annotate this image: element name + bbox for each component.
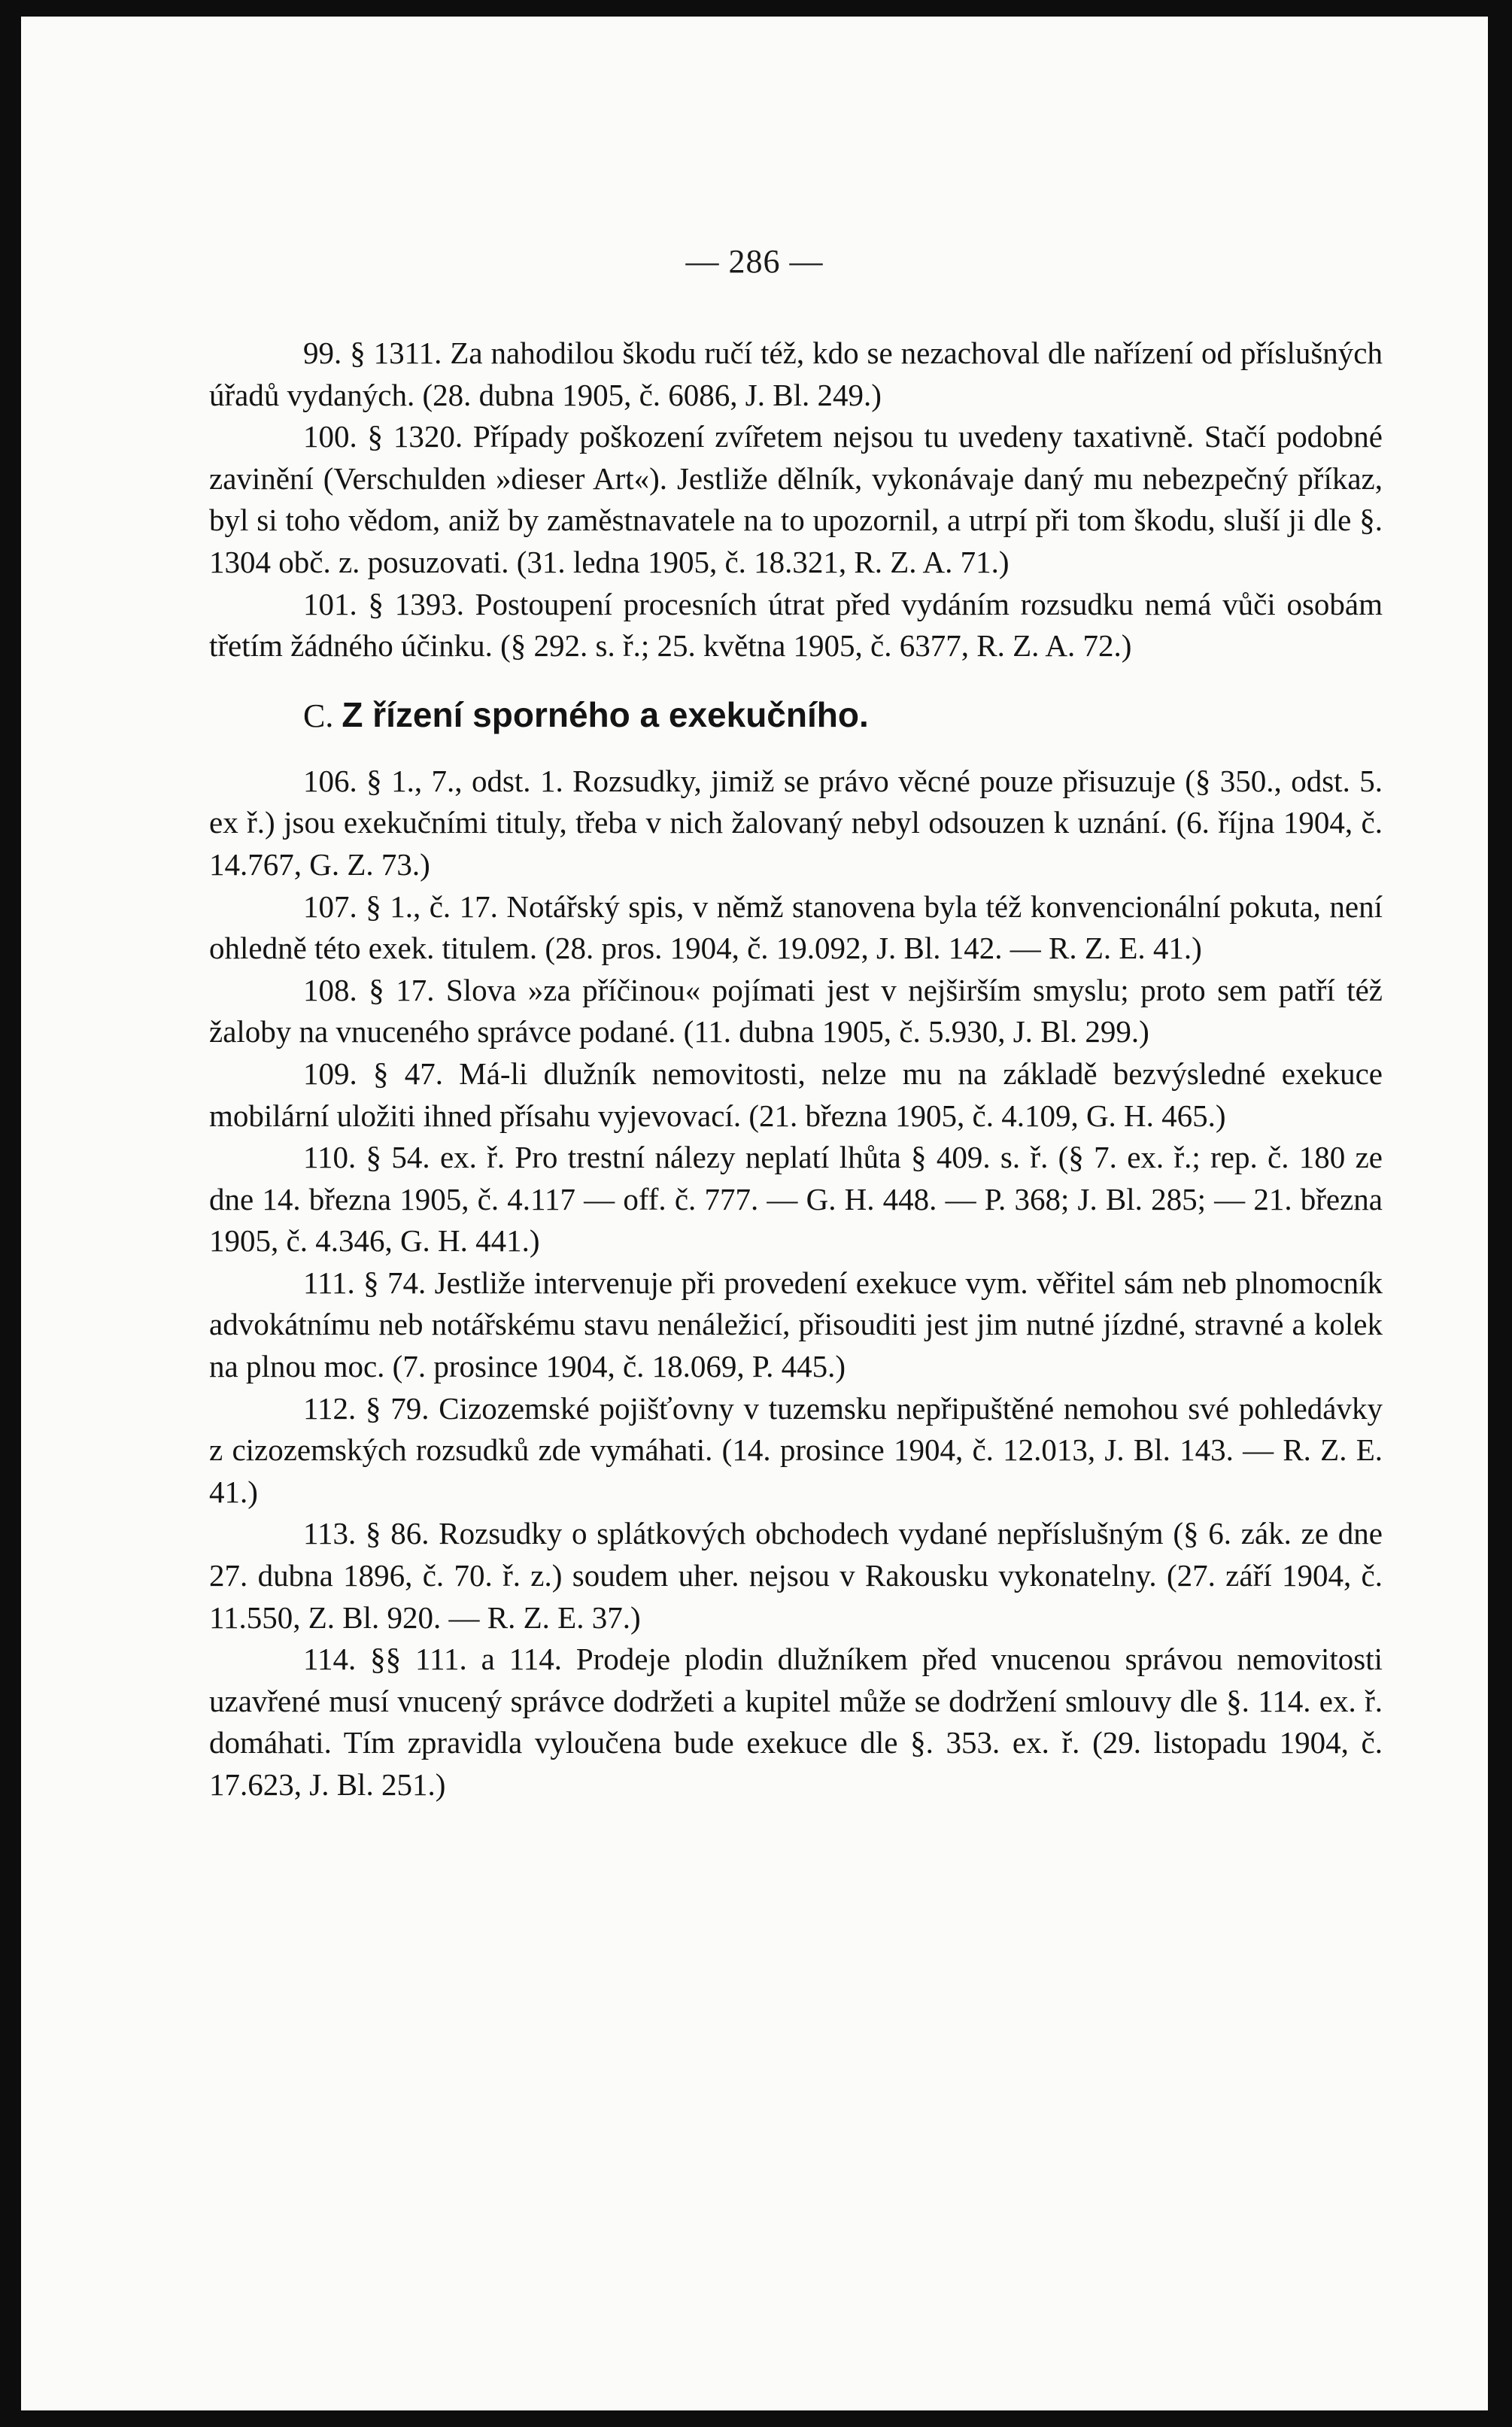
- paragraph-108: 108. § 17. Slova »za příčinou« pojímati jest v nejširším smyslu; proto sem patří též žaloby na vnuceného správce podané. (11. dubna 1905, č. 5.930, J. Bl. 299.): [209, 972, 1383, 1049]
- paragraph-113: 113. § 86. Rozsudky o splátkových obchodech vydané nepříslušným (§ 6. zák. ze dne 27. dubna 1896, č. 70. ř. z.) soudem uher. nejsou v Rakousku vykonatelny. (27. září 1904, č. 11.550, Z. Bl. 920. — R. Z. E. 37.): [209, 1516, 1383, 1635]
- section-letter: C.: [303, 697, 334, 734]
- paragraph-114: 114. §§ 111. a 114. Prodeje plodin dlužníkem před vnucenou správou nemovitosti uzavřené musí vnucený správce dodržeti a kupitel může se dodržení smlouvy dle §. 114. ex. ř. domáhati. Tím zpravidla vyloučena bude exekuce dle §. 353. ex. ř. (29. listopadu 1904, č. 17.623, J. Bl. 251.): [209, 1642, 1383, 1802]
- paragraph-107: 107. § 1., č. 17. Notářský spis, v němž stanovena byla též konvencionální pokuta, není ohledně této exek. titulem. (28. pros. 1904, č. 19.092, J. Bl. 142. — R. Z. E. 41.): [209, 888, 1383, 966]
- paragraph-99: 99. § 1311. Za nahodilou škodu ručí též, kdo se nezachoval dle nařízení od příslušných úřadů vydaných. (28. dubna 1905, č. 6086, J. Bl. 249.): [209, 336, 1383, 412]
- section-heading: [209, 693, 1383, 738]
- section-title: Z řízení sporného a exekučního.: [342, 694, 869, 734]
- paragraph-109: 109. § 47. Má-li dlužník nemovitosti, nelze mu na základě bezvýsledné exekuce mobilární uložiti ihned přísahu vyjevovací. (21. března 1905, č. 4.109, G. H. 465.): [209, 1056, 1383, 1133]
- paragraph-110: 110. § 54. ex. ř. Pro trestní nálezy neplatí lhůta § 409. s. ř. (§ 7. ex. ř.; rep. č. 180 ze dne 14. března 1905, č. 4.117 — off. č. 777. — G. H. 448. — P. 368; J. Bl. 285; — 21. března 1905, č. 4.346, G. H. 441.): [209, 1140, 1383, 1259]
- page-number: — 286 —: [685, 243, 824, 280]
- paragraph-101: 101. § 1393. Postoupení procesních útrat před vydáním rozsudku nemá vůči osobám třetím žádného účinku. (§ 292. s. ř.; 25. května 1905, č. 6377, R. Z. A. 72.): [209, 586, 1383, 664]
- paragraph-100: 100. § 1320. Případy poškození zvířetem nejsou tu uvedeny taxativně. Stačí podobné zavinění (Verschulden »dieser Art«). Jestliže dělník, vykonávaje daný mu nebezpečný příkaz, byl si toho vědom, aniž by zaměstnavatele na to upozornil, a utrpí při tom škodu, sluší ji dle §. 1304 obč. z. posuzovati. (31. ledna 1905, č. 18.321, R. Z. A. 71.): [209, 419, 1383, 579]
- paragraph-112: 112. § 79. Cizozemské pojišťovny v tuzemsku nepřipuštěné nemohou své pohledávky z cizozemských rozsudků zde vymáhati. (14. prosince 1904, č. 12.013, J. Bl. 143. — R. Z. E. 41.): [209, 1390, 1383, 1509]
- text-body: [209, 333, 1383, 1806]
- scanned-page: [21, 17, 1488, 2410]
- paragraph-111: 111. § 74. Jestliže intervenuje při provedení exekuce vym. věřitel sám neb plnomocník advokátnímu neb notářskému stavu nenáležicí, přisouditi jest jim nutné jízdné, stravné a kolek na plnou moc. (7. prosince 1904, č. 18.069, P. 445.): [209, 1265, 1383, 1384]
- paragraph-106: 106. § 1., 7., odst. 1. Rozsudky, jimiž se právo věcné pouze přisuzuje (§ 350., odst. 5. ex ř.) jsou exekučními tituly, třeba v nich žalovaný nebyl odsouzen k uznání. (6. října 1904, č. 14.767, G. Z. 73.): [209, 763, 1383, 882]
